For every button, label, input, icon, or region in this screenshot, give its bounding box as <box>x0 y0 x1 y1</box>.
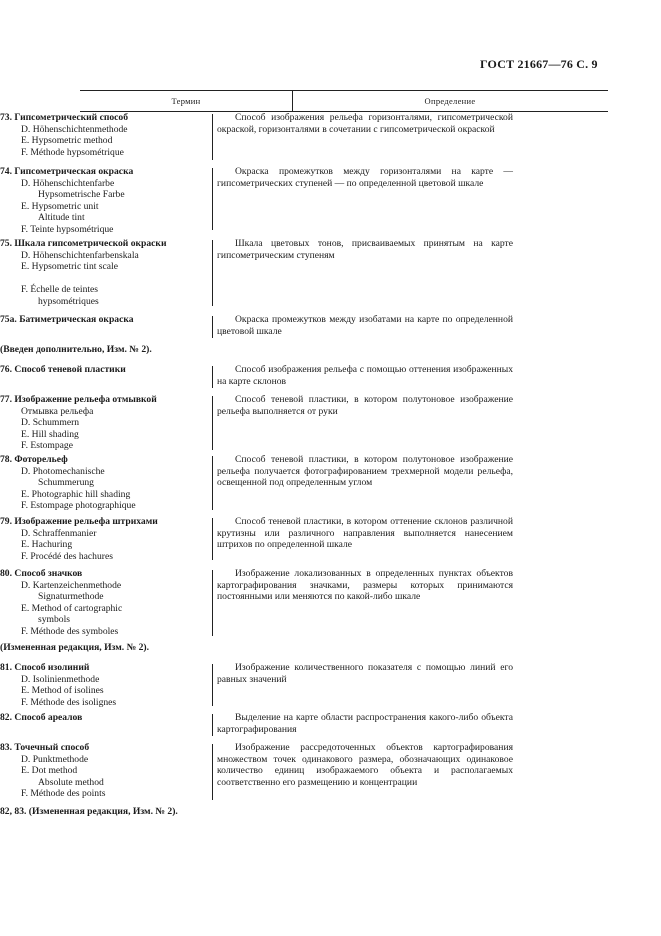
term-translation: D. Schraffenmanier <box>21 527 97 539</box>
term-translation: E. Hill shading <box>21 428 79 440</box>
term-cell <box>0 516 205 562</box>
term-translation: F. Estompage <box>21 440 73 452</box>
definition-divider <box>212 456 213 510</box>
term-translation: E. Dot method <box>21 765 78 777</box>
term-cell <box>0 364 205 376</box>
terms-table <box>80 90 608 112</box>
term-translation: E. Hachuring <box>21 539 73 551</box>
term-cell <box>0 238 205 308</box>
term-definition: Выделение на карте области распространения какого-либо объекта картографирования <box>217 712 513 735</box>
term-title: 80. Способ значков <box>0 568 83 579</box>
definition-divider <box>212 168 213 230</box>
term-title: 83. Точечный способ <box>0 742 90 753</box>
term-cell <box>0 314 205 326</box>
term-cell <box>0 394 205 452</box>
term-translation: D. Höhenschichtenmethode <box>21 123 128 135</box>
term-translation: Altitude tint <box>38 212 85 224</box>
definition-divider <box>212 570 213 636</box>
term-definition: Изображение рассредоточенных объектов картографирования множеством точек одинакового размера, обозначающих одинаковое количество единиц изображаемого объекта и располагаемых соответственно его размещению и концентрации <box>217 742 513 788</box>
header-column-divider <box>292 90 293 111</box>
definition-divider <box>212 114 213 160</box>
term-definition: Способ изображения рельефа горизонталями, гипсометрической окраской, горизонталями в сочетании с гипсометрической окраской <box>217 112 513 135</box>
term-translation: F. Méthode des points <box>21 788 106 800</box>
term-translation: E. Photographic hill shading <box>21 488 131 500</box>
term-translation: Schummerung <box>38 477 94 489</box>
table-header-row <box>80 91 608 111</box>
term-translation: Hypsometrische Farbe <box>38 189 125 201</box>
definition-divider <box>212 664 213 706</box>
definition-divider <box>212 714 213 736</box>
term-cell <box>0 454 205 512</box>
definition-divider <box>212 518 213 560</box>
term-definition: Способ теневой пластики, в котором полутоновое изображение рельефа выполняется от руки <box>217 394 513 417</box>
term-definition: Окраска промежутков между изобатами на карте по определенной цветовой шкале <box>217 314 513 337</box>
term-translation: F. Procédé des hachures <box>21 550 113 562</box>
term-translation: F. Méthode des isolignes <box>21 696 117 708</box>
definition-divider <box>212 744 213 800</box>
term-translation: Absolute method <box>38 776 104 788</box>
amendment-note: 82, 83. (Измененная редакция, Изм. № 2). <box>0 806 178 817</box>
term-synonym: Отмывка рельефа <box>21 405 94 417</box>
term-translation-spacer <box>0 273 205 285</box>
term-cell <box>0 166 205 236</box>
term-title: 76. Способ теневой пластики <box>0 364 126 375</box>
term-title: 82. Способ ареалов <box>0 712 83 723</box>
term-title: 78. Фоторельеф <box>0 454 68 465</box>
term-definition: Шкала цветовых тонов, присваиваемых принятым на карте гипсометрическим ступеням <box>217 238 513 261</box>
definition-divider <box>212 316 213 338</box>
amendment-note: (Измененная редакция, Изм. № 2). <box>0 642 150 653</box>
column-header-term: Термин <box>171 96 201 106</box>
term-cell <box>0 568 205 638</box>
term-translation: D. Punktmethode <box>21 753 89 765</box>
definition-divider <box>212 240 213 306</box>
term-translation: D. Höhenschichtenfarbenskala <box>21 249 139 261</box>
term-cell <box>0 662 205 708</box>
term-definition: Изображение локализованных в определенных пунктах объектов картографирования значками, размеры которых принимаются постоянными или меняются по какой-либо шкале <box>217 568 513 603</box>
term-translation: D. Isolinienmethode <box>21 673 100 685</box>
term-definition: Окраска промежутков между горизонталями на карте — гипсометрических ступеней — по определенной цветовой шкале <box>217 166 513 189</box>
term-title: 74. Гипсометрическая окраска <box>0 166 134 177</box>
term-translation: E. Hypsometric tint scale <box>21 261 118 273</box>
column-header-definition: Определение <box>424 96 476 106</box>
term-translation: E. Hypsometric unit <box>21 200 99 212</box>
term-translation: F. Teinte hypsométrique <box>21 223 114 235</box>
term-translation: D. Photomechanische <box>21 465 105 477</box>
term-cell <box>0 712 205 724</box>
term-definition: Способ теневой пластики, в котором полутоновое изображение рельефа получается фотографированием трехмерной модели рельефа, освещенной под определенным углом <box>217 454 513 489</box>
term-cell <box>0 742 205 800</box>
term-translation: F. Méthode des symboles <box>21 625 119 637</box>
term-translation: D. Kartenzeichenmethode <box>21 579 122 591</box>
term-title: 81. Способ изолиний <box>0 662 90 673</box>
term-translation: symbols <box>38 614 70 626</box>
term-cell <box>0 112 205 158</box>
term-translation: E. Method of cartographic <box>21 602 123 614</box>
term-definition: Способ теневой пластики, в котором оттенение склонов различной крутизны или различного направления выполняется нанесением штрихов по определенной шкале <box>217 516 513 551</box>
term-translation: E. Method of isolines <box>21 685 104 697</box>
term-translation: D. Schummern <box>21 417 80 429</box>
definition-divider <box>212 366 213 388</box>
document-reference: ГОСТ 21667—76 С. 9 <box>480 57 598 71</box>
term-title: 79. Изображение рельефа штрихами <box>0 516 158 527</box>
definition-divider <box>212 396 213 450</box>
term-translation: F. Échelle de teintes <box>21 284 99 296</box>
amendment-note: (Введен дополнительно, Изм. № 2). <box>0 344 152 355</box>
term-title: 75а. Батиметрическая окраска <box>0 314 134 325</box>
term-translation: F. Estompage photographique <box>21 500 136 512</box>
term-definition: Способ изображения рельефа с помощью оттенения изображенных на карте склонов <box>217 364 513 387</box>
term-translation: D. Höhenschichtenfarbe <box>21 177 115 189</box>
term-translation: Signaturmethode <box>38 591 104 603</box>
term-title: 73. Гипсометрический способ <box>0 112 129 123</box>
term-title: 77. Изображение рельефа отмывкой <box>0 394 157 405</box>
term-translation: F. Méthode hypsométrique <box>21 146 124 158</box>
term-translation: E. Hypsometric method <box>21 135 113 147</box>
term-definition: Изображение количественного показателя с помощью линий его равных значений <box>217 662 513 685</box>
term-translation: hypsométriques <box>38 295 99 307</box>
term-title: 75. Шкала гипсометрической окраски <box>0 238 167 249</box>
